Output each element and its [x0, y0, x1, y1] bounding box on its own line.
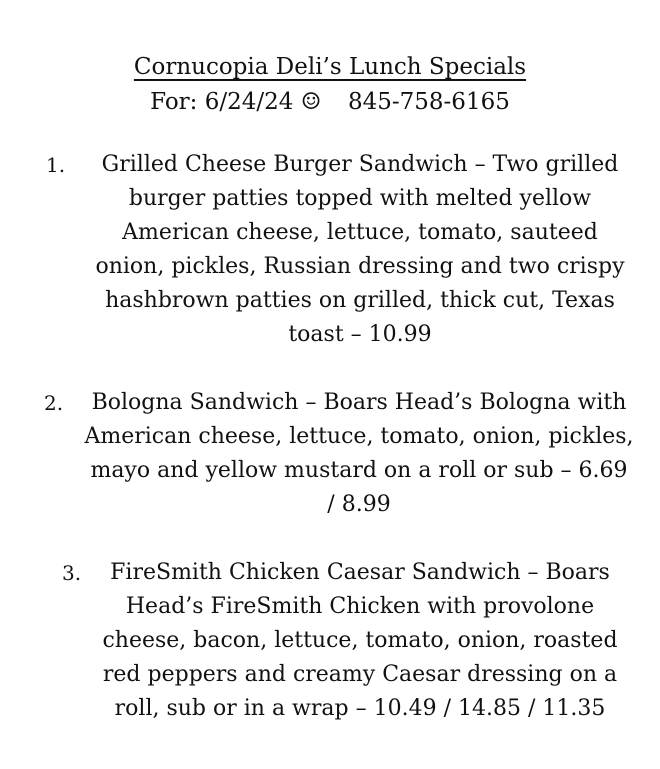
item-description: Grilled Cheese Burger Sandwich – Two grilled burger patties topped with melted yellow American cheese, lettuce, tomato, sauteed onion, pickles, Russian dressing and two crispy hashbrown patties on grilled, thick cut, Texas toast – 10.99 — [95, 152, 625, 347]
item-number: 3. — [62, 561, 82, 585]
list-item — [46, 148, 630, 352]
item-number: 1. — [46, 153, 66, 177]
page-title: Cornucopia Deli’s Lunch Specials — [133, 54, 527, 80]
date-text: For: 6/24/24 — [150, 89, 294, 115]
list-item — [44, 386, 634, 522]
date-phone-line — [0, 86, 660, 118]
item-number: 2. — [44, 391, 64, 415]
item-description: FireSmith Chicken Caesar Sandwich – Boars Head’s FireSmith Chicken with provolone cheese, bacon, lettuce, tomato, onion, roasted red peppers and creamy Caesar dressing on a roll, sub or in a wrap – 10.49 / 14.85 / 11.35 — [102, 560, 618, 721]
list-item — [62, 556, 620, 726]
smiley-icon: ☺ — [300, 89, 322, 115]
phone-number: 845-758-6165 — [347, 89, 510, 115]
item-description: Bologna Sandwich – Boars Head’s Bologna with American cheese, lettuce, tomato, onion, pickles, mayo and yellow mustard on a roll or sub – 6.69 / 8.99 — [84, 390, 634, 517]
